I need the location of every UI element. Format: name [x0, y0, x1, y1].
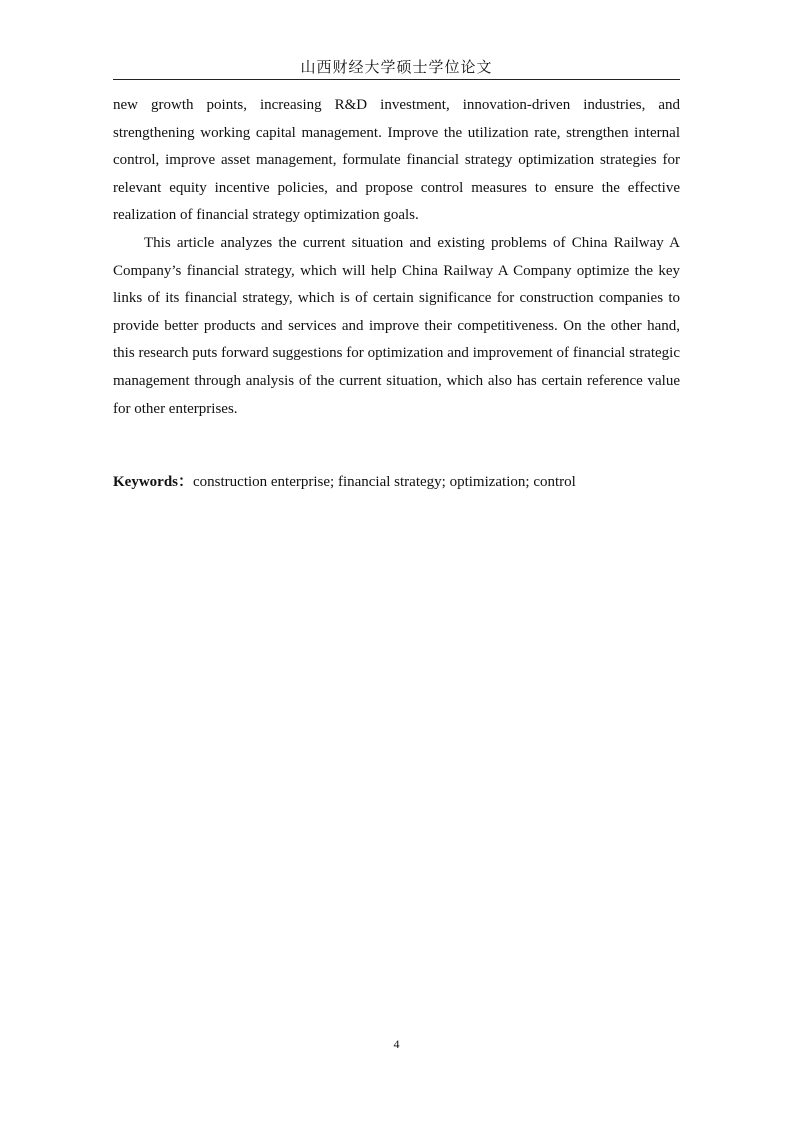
abstract-paragraph-2: This article analyzes the current situation and existing problems of China Railway A Company’s financial strategy, which will help China Railway A Company optimize the key links of its financial strategy, which is of certain significance for construction companies to provide better products and services and improve their competitiveness. On the other hand, this research puts forward suggestions for optimization and improvement of financial strategic management through analysis of the current situation, which also has certain reference value for other enterprises. — [113, 234, 680, 417]
abstract-paragraph-1: new growth points, increasing R&D investment, innovation-driven industries, and strengthening working capital management. Improve the utilization rate, strengthen internal control, improve asset management, formulate financial strategy optimization strategies for relevant equity incentive policies, and propose control measures to ensure the effective realization of financial strategy optimization goals. — [113, 97, 680, 224]
keywords-label: Keywords： — [113, 474, 193, 490]
keywords-text: construction enterprise; financial strategy; optimization; control — [193, 474, 576, 490]
abstract-body — [113, 92, 680, 423]
running-header: 山西财经大学硕士学位论文 — [300, 60, 493, 76]
keywords-line — [113, 469, 680, 495]
header-rule — [113, 79, 680, 80]
page-number: 4 — [393, 1037, 400, 1051]
